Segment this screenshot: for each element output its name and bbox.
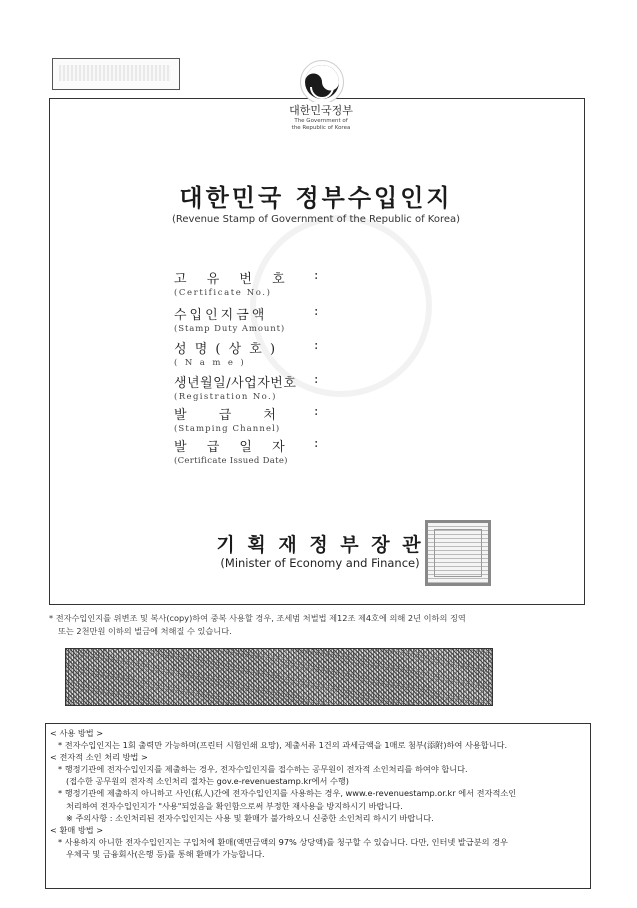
- refund-title: < 환매 방법 >: [50, 824, 104, 835]
- cancel-item: 처리하여 전자수입인지가 "사용"되었음을 확인함으로써 부정한 재사용을 방지하시기 바랍니다.: [66, 800, 403, 811]
- certificate-number-box: [52, 58, 180, 90]
- government-name-en: The Government of the Republic of Korea: [291, 118, 351, 131]
- cancel-caution: ※ 주의사항 : 소인처리된 전자수입인지는 사용 및 환매가 불가하오니 신중한 소인처리 하시기 바랍니다.: [66, 812, 434, 823]
- official-seal-icon: [425, 520, 491, 586]
- colon: :: [314, 304, 319, 319]
- refund-item: * 사용하지 아니한 전자수입인지는 구입처에 환매(액면금액의 97% 상당액)를 청구할 수 있습니다. 다만, 인터넷 발급분의 경우: [58, 836, 508, 847]
- field-name: 성 명 ( 상 호 ) ( N a m e ): [174, 342, 278, 368]
- 2d-barcode: [65, 648, 493, 706]
- field-certificate-no: 고 유 번 호 (Certificate No.): [174, 272, 293, 298]
- document-title: 대한민국 정부수입인지: [179, 184, 453, 212]
- government-name: 대한민국정부: [250, 102, 392, 118]
- government-emblem-icon: [300, 60, 344, 104]
- cancel-item: * 행정기관에 전자수입인지를 제출하는 경우, 전자수입인지를 접수하는 공무원이 전자적 소인처리를 하여야 합니다.: [58, 764, 468, 775]
- cancel-title: < 전자적 소인 처리 방법 >: [50, 752, 148, 763]
- colon: :: [314, 404, 319, 419]
- cancel-item: * 행정기관에 제출하지 아니하고 사인(私人)간에 전자수입인지를 사용하는 경우, www.e-revenuestamp.or.kr 에서 전자적소인: [58, 788, 517, 799]
- field-stamping-channel: 발 급 처 (Stamping Channel): [174, 408, 290, 434]
- field-issued-date: 발 급 일 자 (Certificate Issued Date): [174, 440, 293, 466]
- colon: :: [314, 436, 319, 451]
- document-subtitle: (Revenue Stamp of Government of the Republic of Korea): [171, 214, 461, 225]
- usage-notes: [45, 723, 591, 889]
- colon: :: [314, 268, 319, 283]
- usage-item: * 전자수입인지는 1회 출력만 가능하며(프린터 시험인쇄 요망), 제출서류 1건의 과세금액을 1매로 첨부(添附)하여 사용합니다.: [58, 740, 508, 751]
- field-stamp-duty-amount: 수입인지금액 (Stamp Duty Amount): [174, 308, 286, 334]
- usage-title: < 사용 방법 >: [50, 728, 104, 738]
- colon: :: [314, 372, 319, 387]
- issuer-name: 기 획 재 정 부 장 관: [216, 534, 424, 556]
- field-registration-no: 생년월일/사업자번호 (Registration No.): [174, 376, 297, 402]
- refund-item: 우체국 및 금융회사(은행 등)를 통해 환매가 가능합니다.: [66, 848, 265, 859]
- cancel-item: (접수한 공무원의 전자적 소인처리 절차는 gov.e-revenuestamp.kr에서 수행): [66, 776, 350, 787]
- legal-warning: * 전자수입인지를 위변조 및 복사(copy)하여 중복 사용할 경우, 조세범 처벌법 제12조 제4호에 의해 2년 이하의 징역 또는 2천만원 이하의 벌금에 처해질 수 있습니다.: [49, 613, 466, 636]
- colon: :: [314, 338, 319, 353]
- issuer-name-en: (Minister of Economy and Finance): [220, 556, 420, 570]
